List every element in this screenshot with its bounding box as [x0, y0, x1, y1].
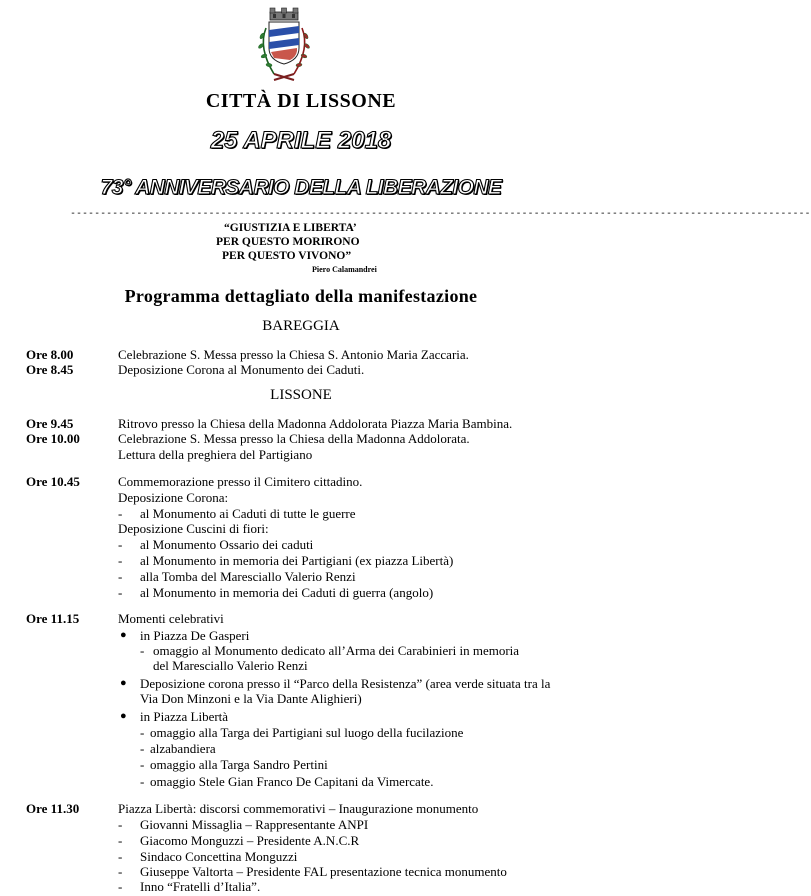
list-item: omaggio al Monumento dedicato all’Arma dei Carabinieri in memoria — [153, 643, 520, 658]
list-item: Giacomo Monguzzi – Presidente A.N.C.R — [140, 833, 360, 848]
list-item: alzabandiera — [150, 741, 216, 756]
dash-marker: - — [118, 879, 123, 894]
time-label: Ore 9.45 — [26, 416, 74, 431]
list-item: in Piazza Libertà — [140, 709, 229, 724]
program-title: Programma dettagliato della manifestazione — [124, 286, 478, 306]
event-text: Deposizione Corona: — [118, 490, 229, 505]
list-item: omaggio alla Targa Sandro Pertini — [150, 757, 328, 772]
time-label: Ore 11.15 — [26, 611, 80, 626]
quote-line-3: PER QUESTO VIVONO” — [222, 250, 352, 262]
dash-marker: - — [118, 849, 123, 864]
list-item: alla Tomba del Maresciallo Valerio Renzi — [140, 569, 356, 584]
list-item: omaggio alla Targa dei Partigiani sul luogo della fucilazione — [150, 725, 464, 740]
quote-line-2: PER QUESTO MORIRONO — [216, 236, 360, 248]
quote-line-1: “GIUSTIZIA E LIBERTA’ — [224, 222, 357, 234]
quote-author: Piero Calamandrei — [312, 265, 377, 274]
city-title: CITTÀ DI LISSONE — [205, 90, 397, 112]
dash-marker: - — [118, 585, 123, 600]
event-text: Celebrazione S. Messa presso la Chiesa S. Antonio Maria Zaccaria. — [118, 347, 469, 362]
dash-marker: - — [118, 537, 123, 552]
separator-line: --------------------------------------------------------------------------------------------------------------------------- — [70, 208, 811, 219]
list-item: Giuseppe Valtorta – Presidente FAL presentazione tecnica monumento — [140, 864, 507, 879]
time-label: Ore 8.45 — [26, 362, 74, 377]
time-label: Ore 11.30 — [26, 801, 80, 816]
time-label: Ore 10.45 — [26, 474, 80, 489]
shield-icon — [269, 22, 299, 64]
event-text: Piazza Libertà: discorsi commemorativi – Inaugurazione monumento — [118, 801, 479, 816]
list-item: in Piazza De Gasperi — [140, 628, 250, 643]
bullet-icon: ● — [120, 629, 127, 641]
event-text: Commemorazione presso il Cimitero cittadino. — [118, 474, 363, 489]
event-text: Lettura della preghiera del Partigiano — [118, 447, 313, 462]
anniversary-title: 73° ANNIVERSARIO DELLA LIBERAZIONE — [100, 176, 502, 199]
event-text: Deposizione Corona al Monumento dei Caduti. — [118, 362, 365, 377]
section-title-bareggia: BAREGGIA — [262, 318, 340, 334]
event-text: Momenti celebrativi — [118, 611, 224, 626]
dash-marker: - — [118, 569, 123, 584]
dash-marker: - — [118, 833, 123, 848]
list-item: omaggio Stele Gian Franco De Capitani da Vimercate. — [150, 774, 434, 789]
dash-marker: - — [140, 774, 145, 789]
dash-marker: - — [118, 817, 123, 832]
list-item: Via Don Minzoni e la Via Dante Alighieri) — [140, 691, 362, 706]
city-crest-emblem — [252, 4, 316, 86]
dash-marker: - — [140, 643, 145, 658]
time-label: Ore 10.00 — [26, 431, 80, 446]
dash-marker: - — [118, 864, 123, 879]
list-item: Giovanni Missaglia – Rappresentante ANPI — [140, 817, 369, 832]
dash-marker: - — [140, 725, 145, 740]
event-text: Celebrazione S. Messa presso la Chiesa della Madonna Addolorata. — [118, 431, 470, 446]
event-date: 25 APRILE 2018 — [210, 127, 392, 154]
list-item: al Monumento in memoria dei Partigiani (ex piazza Libertà) — [140, 553, 454, 568]
list-item: Inno “Fratelli d’Italia”. — [140, 879, 261, 894]
bullet-icon: ● — [120, 677, 127, 689]
crown-icon — [270, 8, 298, 20]
list-item: Deposizione corona presso il “Parco della Resistenza” (area verde situata tra la — [140, 676, 551, 691]
dash-marker: - — [118, 506, 123, 521]
event-text: Ritrovo presso la Chiesa della Madonna Addolorata Piazza Maria Bambina. — [118, 416, 513, 431]
dash-marker: - — [118, 553, 123, 568]
section-title-lissone: LISSONE — [270, 387, 332, 403]
list-item: Sindaco Concettina Monguzzi — [140, 849, 298, 864]
list-item: al Monumento Ossario dei caduti — [140, 537, 314, 552]
list-item: del Maresciallo Valerio Renzi — [153, 658, 308, 673]
list-item: al Monumento ai Caduti di tutte le guerre — [140, 506, 356, 521]
list-item: al Monumento in memoria dei Caduti di guerra (angolo) — [140, 585, 434, 600]
event-text: Deposizione Cuscini di fiori: — [118, 521, 269, 536]
bullet-icon: ● — [120, 710, 127, 722]
dash-marker: - — [140, 757, 145, 772]
time-label: Ore 8.00 — [26, 347, 74, 362]
dash-marker: - — [140, 741, 145, 756]
